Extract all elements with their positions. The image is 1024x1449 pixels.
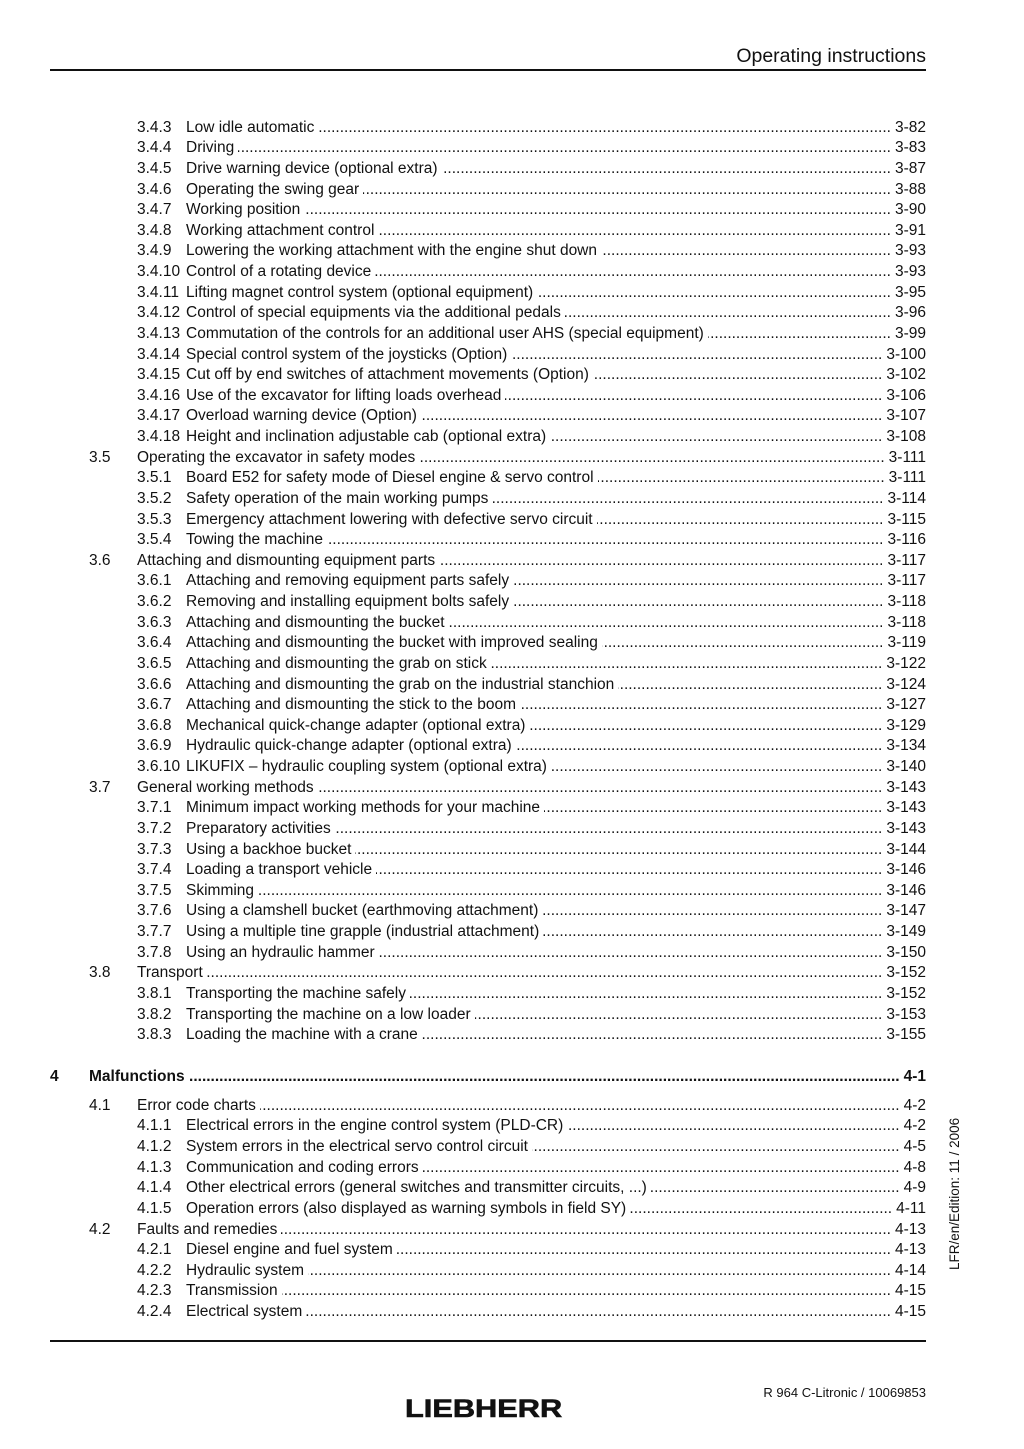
toc-entry bbox=[50, 262, 926, 283]
toc-entry-title: Attaching and dismounting the grab on the industrial stanchion bbox=[186, 675, 615, 693]
dot-leader bbox=[327, 530, 884, 551]
toc-entry-page: 3-152 bbox=[886, 964, 926, 982]
toc-entry bbox=[50, 1240, 926, 1261]
toc-section bbox=[50, 1096, 926, 1117]
toc-entry-title: Attaching and dismounting equipment parts bbox=[137, 551, 436, 569]
toc-entry-page: 3-93 bbox=[894, 263, 926, 281]
toc-entry-page: 4-5 bbox=[903, 1138, 926, 1156]
toc-entry bbox=[50, 1158, 926, 1179]
toc-entry bbox=[50, 365, 926, 386]
toc-entry bbox=[50, 613, 926, 634]
toc-entry bbox=[50, 180, 926, 201]
dot-leader bbox=[379, 943, 883, 964]
toc-entry-title: Hydraulic system bbox=[186, 1261, 304, 1279]
toc-entry bbox=[50, 510, 926, 531]
toc-entry-number: 4.2.1 bbox=[137, 1241, 172, 1259]
toc-entry bbox=[50, 675, 926, 696]
toc-entry-number: 3.4.5 bbox=[137, 159, 172, 177]
toc-entry-title: Faults and remedies bbox=[137, 1220, 278, 1238]
toc-entry-title: Use of the excavator for lifting loads overhead bbox=[186, 386, 502, 404]
toc-entry-number: 3.7.6 bbox=[137, 902, 172, 920]
dot-leader bbox=[505, 386, 882, 407]
toc-entry-title: Commutation of the controls for an additional user AHS (special equipment) bbox=[186, 324, 704, 342]
dot-leader bbox=[551, 757, 882, 778]
toc-entry-number: 3.6.1 bbox=[137, 572, 172, 590]
toc-entry-title: Control of a rotating device bbox=[186, 263, 372, 281]
toc-entry-page: 3-129 bbox=[886, 716, 926, 734]
toc-entry-number: 4.1 bbox=[89, 1096, 111, 1114]
dot-leader bbox=[597, 510, 884, 531]
toc-entry-title: Emergency attachment lowering with defective servo circuit bbox=[186, 510, 593, 528]
dot-leader bbox=[513, 571, 883, 592]
toc-entry bbox=[50, 303, 926, 324]
toc-entry bbox=[50, 881, 926, 902]
toc-entry-page: 3-117 bbox=[887, 551, 926, 569]
toc-entry-number: 3.4.10 bbox=[137, 263, 181, 281]
toc-entry-number: 4.2.3 bbox=[137, 1282, 172, 1300]
dot-leader bbox=[532, 1137, 900, 1158]
toc-entry-page: 3-143 bbox=[886, 819, 926, 837]
toc-entry-title: Error code charts bbox=[137, 1096, 256, 1114]
toc-entry-number: 3.7.2 bbox=[137, 819, 172, 837]
toc-section bbox=[50, 778, 926, 799]
toc-entry-page: 4-13 bbox=[894, 1241, 926, 1259]
toc-entry-title: Removing and installing equipment bolts safely bbox=[186, 593, 510, 611]
toc-entry-title: Overload warning device (Option) bbox=[186, 407, 417, 425]
toc-entry-number: 3.4.14 bbox=[137, 345, 181, 363]
toc-entry-number: 3.4.6 bbox=[137, 180, 172, 198]
toc-entry-number: 3.7.1 bbox=[137, 799, 172, 817]
toc-entry bbox=[50, 118, 926, 139]
toc-entry-number: 3.6.5 bbox=[137, 654, 172, 672]
dot-leader bbox=[308, 1261, 891, 1282]
toc-entry-title: Skimming bbox=[186, 881, 255, 899]
dot-leader bbox=[304, 200, 891, 221]
toc-entry-number: 3.5.3 bbox=[137, 510, 172, 528]
toc-entry-title: Operating the swing gear bbox=[186, 180, 360, 198]
toc-entry-number: 3.6.8 bbox=[137, 716, 172, 734]
toc-entry-title: Operating the excavator in safety modes bbox=[137, 448, 416, 466]
dot-leader bbox=[598, 468, 885, 489]
running-header bbox=[50, 43, 926, 69]
toc-entry-number: 3.4.4 bbox=[137, 139, 172, 157]
toc-entry-title: Control of special equipments via the additional pedals bbox=[186, 304, 561, 322]
dot-leader bbox=[544, 798, 882, 819]
toc-entry-number: 3.6.9 bbox=[137, 737, 172, 755]
toc-entry-title: Malfunctions bbox=[89, 1067, 185, 1085]
dot-leader bbox=[651, 1178, 900, 1199]
toc-entry-page: 3-108 bbox=[886, 428, 926, 446]
toc-entry-page: 4-11 bbox=[896, 1199, 926, 1217]
toc-entry-title: Other electrical errors (general switches and transmitter circuits, ...) bbox=[186, 1179, 647, 1197]
logo-lettering: LIEBHERR bbox=[405, 1395, 563, 1423]
toc-entry-page: 3-111 bbox=[888, 469, 926, 487]
toc-entry-page: 3-155 bbox=[886, 1026, 926, 1044]
dot-leader bbox=[543, 922, 882, 943]
toc-entry-title: Transporting the machine safely bbox=[186, 984, 406, 1002]
toc-entry bbox=[50, 736, 926, 757]
dot-leader bbox=[335, 819, 883, 840]
toc-entry-number: 3.6.4 bbox=[137, 634, 172, 652]
toc-entry bbox=[50, 1302, 926, 1323]
toc-entry-page: 4-14 bbox=[894, 1261, 926, 1279]
toc-entry-page: 4-9 bbox=[903, 1179, 926, 1197]
toc-entry-number: 4.1.3 bbox=[137, 1158, 172, 1176]
toc-entry-page: 3-119 bbox=[887, 634, 926, 652]
toc-entry bbox=[50, 984, 926, 1005]
toc-entry-number: 3.4.3 bbox=[137, 118, 172, 136]
dot-leader bbox=[282, 1281, 891, 1302]
dot-leader bbox=[511, 345, 882, 366]
toc-entry-number: 3.8.3 bbox=[137, 1026, 172, 1044]
dot-leader bbox=[516, 736, 883, 757]
toc-entry-title: System errors in the electrical servo control circuit bbox=[186, 1138, 528, 1156]
toc-entry bbox=[50, 283, 926, 304]
toc-entry-number: 3.5.2 bbox=[137, 489, 172, 507]
dot-leader bbox=[542, 901, 882, 922]
toc-entry bbox=[50, 386, 926, 407]
toc-entry-number: 4.2.2 bbox=[137, 1261, 172, 1279]
toc-entry bbox=[50, 345, 926, 366]
toc-entry-page: 3-83 bbox=[894, 139, 926, 157]
footer-rule bbox=[50, 1340, 926, 1342]
toc-entry-number: 4.1.4 bbox=[137, 1179, 172, 1197]
toc-entry-page: 3-82 bbox=[894, 118, 926, 136]
dot-leader bbox=[397, 1240, 891, 1261]
toc-entry bbox=[50, 819, 926, 840]
toc-entry-title: Special control system of the joysticks (Option) bbox=[186, 345, 508, 363]
toc-entry bbox=[50, 901, 926, 922]
toc-entry-title: Using an hydraulic hammer bbox=[186, 943, 375, 961]
toc-entry-number: 3.6.10 bbox=[137, 758, 181, 776]
toc-entry bbox=[50, 757, 926, 778]
toc-entry-title: Attaching and removing equipment parts safely bbox=[186, 572, 510, 590]
toc-entry-number: 4.2 bbox=[89, 1220, 111, 1238]
toc-entry-page: 3-146 bbox=[886, 861, 926, 879]
toc-entry-title: Towing the machine bbox=[186, 531, 323, 549]
toc-entry bbox=[50, 840, 926, 861]
toc-entry-page: 3-124 bbox=[886, 675, 926, 693]
toc-entry-number: 3.4.9 bbox=[137, 242, 172, 260]
toc-entry-number: 3.7 bbox=[89, 778, 111, 796]
toc-entry bbox=[50, 1178, 926, 1199]
dot-leader bbox=[492, 489, 883, 510]
toc-entry-page: 3-99 bbox=[894, 324, 926, 342]
toc-entry-title: Safety operation of the main working pumps bbox=[186, 489, 489, 507]
toc-entry-number: 3.4.17 bbox=[137, 407, 181, 425]
toc-entry bbox=[50, 159, 926, 180]
toc-entry-page: 3-91 bbox=[894, 221, 926, 239]
toc-entry bbox=[50, 1137, 926, 1158]
toc-entry-number: 3.6.3 bbox=[137, 613, 172, 631]
dot-leader bbox=[601, 241, 891, 262]
toc-entry-title: Operation errors (also displayed as warning symbols in field SY) bbox=[186, 1199, 627, 1217]
toc-entry-page: 3-87 bbox=[894, 159, 926, 177]
toc-entry-title: Attaching and dismounting the stick to the boom bbox=[186, 696, 517, 714]
toc-entry-page: 3-118 bbox=[887, 613, 926, 631]
toc-entry-number: 3.4.11 bbox=[137, 283, 179, 301]
toc-entry-title: Board E52 for safety mode of Diesel engine & servo control bbox=[186, 469, 594, 487]
document-id: R 964 C-Litronic / 10069853 bbox=[763, 1385, 926, 1400]
edition-note: LFR/en/Edition: 11 / 2006 bbox=[947, 1117, 962, 1270]
toc-entry bbox=[50, 530, 926, 551]
toc-entry bbox=[50, 1281, 926, 1302]
toc-entry-page: 4-2 bbox=[903, 1096, 926, 1114]
toc-entry-page: 3-88 bbox=[894, 180, 926, 198]
toc-entry bbox=[50, 922, 926, 943]
toc-entry-number: 3.4.12 bbox=[137, 304, 181, 322]
toc-entry-number: 3.6.2 bbox=[137, 593, 172, 611]
toc-entry-page: 3-116 bbox=[887, 531, 926, 549]
toc-entry-title: Loading the machine with a crane bbox=[186, 1026, 418, 1044]
toc-entry-title: Electrical system bbox=[186, 1303, 303, 1321]
toc-entry bbox=[50, 406, 926, 427]
toc-entry-title: Attaching and dismounting the grab on stick bbox=[186, 654, 487, 672]
toc-entry-title: Drive warning device (optional extra) bbox=[186, 159, 438, 177]
table-of-contents bbox=[50, 118, 926, 1323]
toc-entry bbox=[50, 1025, 926, 1046]
dot-leader bbox=[449, 613, 884, 634]
toc-entry-page: 3-153 bbox=[886, 1005, 926, 1023]
toc-entry-number: 3.5.1 bbox=[137, 469, 172, 487]
toc-entry-title: Lowering the working attachment with the engine shut down bbox=[186, 242, 597, 260]
dot-leader bbox=[708, 324, 891, 345]
toc-entry-number: 3.6 bbox=[89, 551, 111, 569]
dot-leader bbox=[189, 1067, 900, 1088]
dot-leader bbox=[513, 592, 883, 613]
dot-leader bbox=[423, 1158, 900, 1179]
toc-entry bbox=[50, 489, 926, 510]
toc-entry-page: 3-134 bbox=[886, 737, 926, 755]
dot-leader bbox=[376, 860, 882, 881]
toc-entry-number: 3.4.15 bbox=[137, 366, 181, 384]
toc-entry-title: Diesel engine and fuel system bbox=[186, 1241, 393, 1259]
dot-leader bbox=[421, 406, 882, 427]
dot-leader bbox=[475, 1005, 883, 1026]
toc-entry-title: Communication and coding errors bbox=[186, 1158, 419, 1176]
toc-entry-number: 3.8.1 bbox=[137, 984, 172, 1002]
toc-entry-title: Transmission bbox=[186, 1282, 278, 1300]
toc-entry-number: 3.7.8 bbox=[137, 943, 172, 961]
toc-entry bbox=[50, 798, 926, 819]
toc-entry-page: 4-13 bbox=[894, 1220, 926, 1238]
toc-entry-number: 3.7.7 bbox=[137, 923, 172, 941]
toc-entry-page: 4-15 bbox=[894, 1303, 926, 1321]
toc-entry bbox=[50, 138, 926, 159]
dot-leader bbox=[593, 365, 882, 386]
toc-entry-title: Electrical errors in the engine control system (PLD-CR) bbox=[186, 1117, 564, 1135]
dot-leader bbox=[363, 180, 891, 201]
dot-leader bbox=[491, 654, 883, 675]
toc-entry-page: 3-115 bbox=[887, 510, 926, 528]
toc-entry-number: 4.2.4 bbox=[137, 1303, 172, 1321]
toc-entry bbox=[50, 427, 926, 448]
toc-entry bbox=[50, 241, 926, 262]
dot-leader bbox=[258, 881, 882, 902]
toc-entry-number: 3.4.18 bbox=[137, 428, 181, 446]
toc-entry-title: Transporting the machine on a low loader bbox=[186, 1005, 471, 1023]
toc-entry bbox=[50, 1116, 926, 1137]
toc-entry-page: 3-143 bbox=[886, 778, 926, 796]
toc-entry bbox=[50, 633, 926, 654]
dot-leader bbox=[537, 283, 891, 304]
toc-section bbox=[50, 448, 926, 469]
dot-leader bbox=[550, 427, 882, 448]
toc-entry-title: Driving bbox=[186, 139, 235, 157]
toc-entry bbox=[50, 1005, 926, 1026]
toc-entry-page: 3-93 bbox=[894, 242, 926, 260]
toc-entry-title: Using a backhoe bucket bbox=[186, 840, 352, 858]
toc-entry-page: 3-96 bbox=[894, 304, 926, 322]
toc-entry-title: Low idle automatic bbox=[186, 118, 315, 136]
toc-entry-page: 3-152 bbox=[886, 984, 926, 1002]
toc-entry-title: Mechanical quick-change adapter (optional extra) bbox=[186, 716, 526, 734]
dot-leader bbox=[602, 633, 884, 654]
toc-entry-page: 3-122 bbox=[886, 654, 926, 672]
toc-entry-page: 3-95 bbox=[894, 283, 926, 301]
dot-leader bbox=[318, 118, 891, 139]
dot-leader bbox=[567, 1116, 899, 1137]
header-rule bbox=[50, 69, 926, 71]
toc-entry-number: 3.5 bbox=[89, 448, 111, 466]
toc-section bbox=[50, 551, 926, 572]
toc-entry-page: 4-8 bbox=[903, 1158, 926, 1176]
toc-entry bbox=[50, 468, 926, 489]
toc-entry-page: 3-111 bbox=[888, 448, 926, 466]
toc-entry-title: Preparatory activities bbox=[186, 819, 331, 837]
toc-entry-title: Working attachment control bbox=[186, 221, 375, 239]
dot-leader bbox=[422, 1025, 883, 1046]
toc-entry-title: General working methods bbox=[137, 778, 314, 796]
toc-entry-page: 3-150 bbox=[886, 943, 926, 961]
toc-entry-page: 4-1 bbox=[903, 1067, 926, 1085]
dot-leader bbox=[410, 984, 882, 1005]
toc-entry-title: Minimum impact working methods for your machine bbox=[186, 799, 541, 817]
toc-entry bbox=[50, 324, 926, 345]
toc-entry-page: 3-140 bbox=[886, 758, 926, 776]
toc-entry-page: 3-106 bbox=[886, 386, 926, 404]
toc-entry-number: 3.7.4 bbox=[137, 861, 172, 879]
toc-entry bbox=[50, 860, 926, 881]
toc-entry-title: Transport bbox=[137, 964, 203, 982]
toc-section bbox=[50, 963, 926, 984]
toc-entry-title: Attaching and dismounting the bucket with improved sealing bbox=[186, 634, 598, 652]
dot-leader bbox=[260, 1096, 900, 1117]
toc-entry-title: Cut off by end switches of attachment movements (Option) bbox=[186, 366, 589, 384]
dot-leader bbox=[630, 1199, 892, 1220]
toc-entry-page: 3-90 bbox=[894, 201, 926, 219]
dot-leader bbox=[439, 551, 883, 572]
toc-entry-title: LIKUFIX – hydraulic coupling system (optional extra) bbox=[186, 758, 547, 776]
dot-leader bbox=[565, 303, 891, 324]
toc-entry-title: Attaching and dismounting the bucket bbox=[186, 613, 445, 631]
toc-entry-page: 3-107 bbox=[886, 407, 926, 425]
toc-entry-number: 3.7.5 bbox=[137, 881, 172, 899]
toc-entry-number: 3.4.7 bbox=[137, 201, 172, 219]
dot-leader bbox=[529, 716, 882, 737]
toc-entry-number: 4.1.5 bbox=[137, 1199, 172, 1217]
dot-leader bbox=[442, 159, 891, 180]
toc-entry-page: 3-147 bbox=[886, 902, 926, 920]
dot-leader bbox=[281, 1220, 891, 1241]
dot-leader bbox=[520, 695, 882, 716]
toc-entry-page: 3-144 bbox=[886, 840, 926, 858]
toc-entry-number: 3.4.8 bbox=[137, 221, 172, 239]
toc-entry bbox=[50, 200, 926, 221]
dot-leader bbox=[378, 221, 891, 242]
toc-entry-title: Lifting magnet control system (optional equipment) bbox=[186, 283, 534, 301]
toc-entry-page: 3-114 bbox=[887, 489, 926, 507]
toc-entry bbox=[50, 1199, 926, 1220]
toc-entry bbox=[50, 695, 926, 716]
toc-entry-number: 3.4.13 bbox=[137, 324, 181, 342]
toc-entry-number: 3.8.2 bbox=[137, 1005, 172, 1023]
dot-leader bbox=[238, 138, 891, 159]
toc-entry bbox=[50, 221, 926, 242]
toc-entry-number: 3.5.4 bbox=[137, 531, 172, 549]
toc-entry-number: 3.8 bbox=[89, 964, 111, 982]
toc-entry-page: 4-15 bbox=[894, 1282, 926, 1300]
toc-entry-page: 3-146 bbox=[886, 881, 926, 899]
toc-entry-page: 3-118 bbox=[887, 593, 926, 611]
dot-leader bbox=[355, 840, 882, 861]
toc-entry-title: Height and inclination adjustable cab (optional extra) bbox=[186, 428, 547, 446]
toc-entry bbox=[50, 716, 926, 737]
toc-entry-page: 4-2 bbox=[903, 1117, 926, 1135]
dot-leader bbox=[618, 675, 882, 696]
toc-entry-page: 3-100 bbox=[886, 345, 926, 363]
toc-section bbox=[50, 1220, 926, 1241]
toc-entry-number: 4.1.2 bbox=[137, 1138, 172, 1156]
toc-chapter bbox=[50, 1067, 926, 1088]
toc-entry-number: 3.6.6 bbox=[137, 675, 172, 693]
toc-entry-title: Working position bbox=[186, 201, 301, 219]
toc-entry bbox=[50, 571, 926, 592]
dot-leader bbox=[207, 963, 883, 984]
toc-entry-title: Loading a transport vehicle bbox=[186, 861, 373, 879]
dot-leader bbox=[419, 448, 884, 469]
toc-entry-page: 3-143 bbox=[886, 799, 926, 817]
toc-entry-page: 3-102 bbox=[886, 366, 926, 384]
toc-entry-number: 3.4.16 bbox=[137, 386, 181, 404]
toc-entry-page: 3-127 bbox=[886, 696, 926, 714]
dot-leader bbox=[375, 262, 891, 283]
toc-entry-number: 3.7.3 bbox=[137, 840, 172, 858]
toc-entry-number: 3.6.7 bbox=[137, 696, 172, 714]
toc-entry-title: Using a multiple tine grapple (industrial attachment) bbox=[186, 923, 540, 941]
dot-leader bbox=[306, 1302, 891, 1323]
toc-entry-page: 3-117 bbox=[887, 572, 926, 590]
dot-leader bbox=[318, 778, 883, 799]
toc-entry bbox=[50, 654, 926, 675]
toc-entry bbox=[50, 1261, 926, 1282]
header-title: Operating instructions bbox=[736, 45, 926, 67]
toc-entry-page: 3-149 bbox=[886, 923, 926, 941]
toc-entry bbox=[50, 943, 926, 964]
toc-entry bbox=[50, 592, 926, 613]
toc-entry-number: 4.1.1 bbox=[137, 1117, 172, 1135]
toc-entry-title: Hydraulic quick-change adapter (optional extra) bbox=[186, 737, 512, 755]
toc-entry-number: 4 bbox=[50, 1067, 59, 1085]
toc-entry-title: Using a clamshell bucket (earthmoving attachment) bbox=[186, 902, 539, 920]
